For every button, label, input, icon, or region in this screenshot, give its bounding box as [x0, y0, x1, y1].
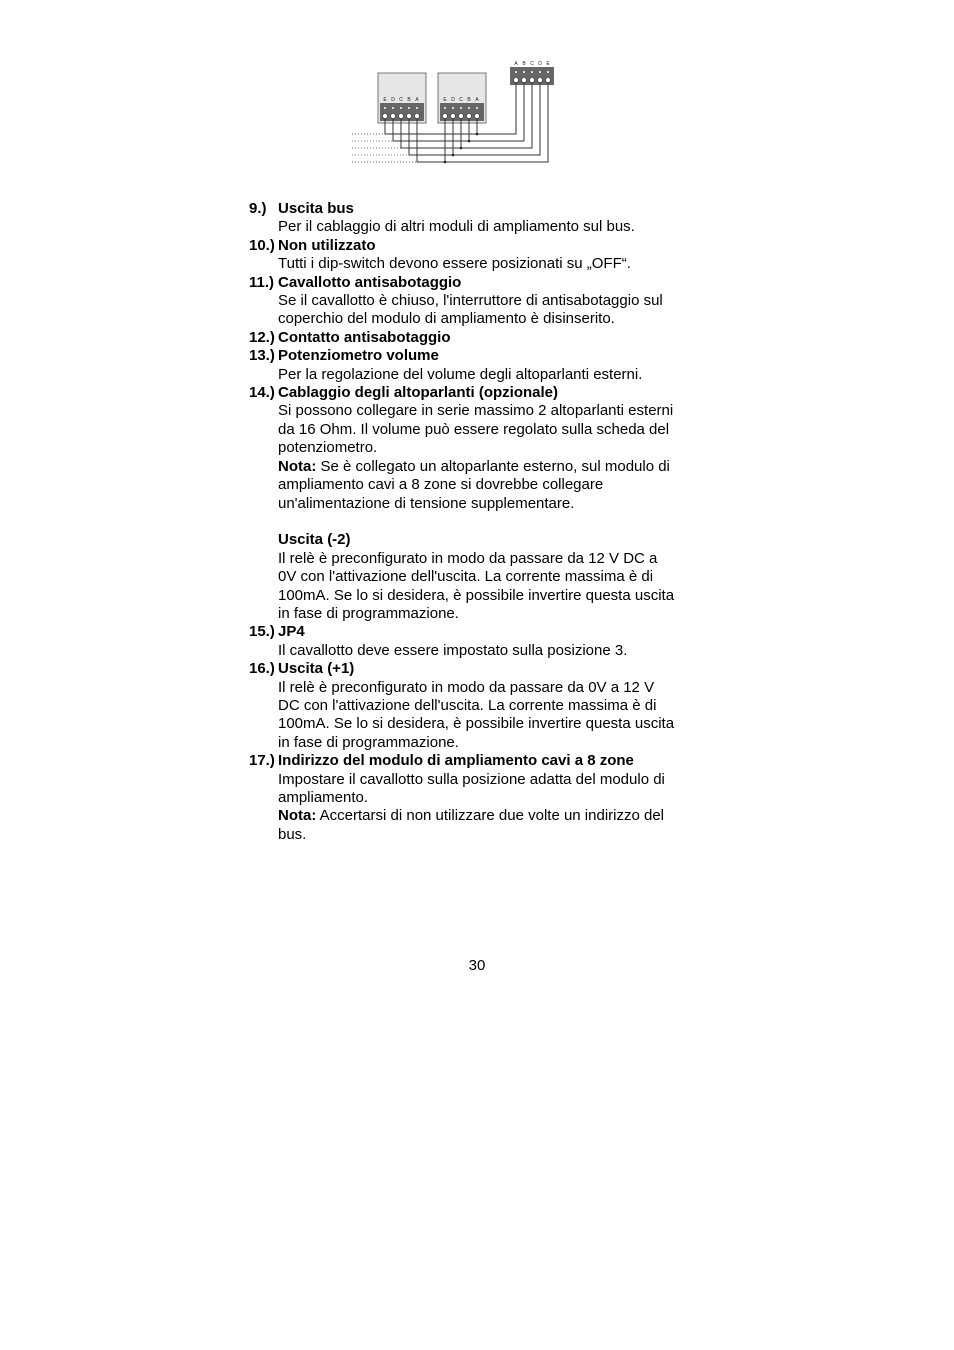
item-title: Uscita (+1): [278, 660, 355, 678]
item-text: 100mA. Se lo si desidera, è possibile invertire questa uscita: [278, 715, 675, 733]
note-text: Accertarsi di non utilizzare due volte un indirizzo del: [316, 807, 665, 825]
module-2-terminal-label: D: [451, 97, 455, 103]
bus-wiring-diagram: [350, 58, 560, 170]
item-number: 10.): [249, 236, 275, 254]
item-text: Si possono collegare in serie massimo 2 altoparlanti esterni: [278, 402, 674, 420]
module-2-terminal-label: E: [443, 97, 447, 103]
module-1-terminal-label: D: [391, 97, 395, 103]
item-text: Il cavallotto deve essere impostato sulla posizione 3.: [278, 641, 628, 659]
item-text: Se il cavallotto è chiuso, l'interruttore di antisabotaggio sul: [278, 292, 663, 310]
subsection-text: in fase di programmazione.: [278, 604, 459, 622]
subsection-text: 0V con l'attivazione dell'uscita. La corrente massima è di: [278, 568, 654, 586]
item-number: 11.): [249, 273, 275, 291]
item-text: in fase di programmazione.: [278, 733, 459, 751]
item-15: [249, 623, 719, 660]
subsection-text: 100mA. Se lo si desidera, è possibile invertire questa uscita: [278, 586, 675, 604]
item-text: Impostare il cavallotto sulla posizione adatta del modulo di: [278, 770, 665, 788]
module-2-terminal-label: B: [467, 97, 471, 103]
bus-terminal-label: C: [530, 61, 534, 67]
note-text: Se è collegato un altoparlante esterno, sul modulo di: [316, 457, 670, 475]
item-number: 9.): [249, 200, 267, 217]
item-16: [249, 660, 719, 752]
bus-terminal-label: A: [514, 61, 518, 67]
item-title: Non utilizzato: [278, 236, 376, 254]
item-14: [249, 384, 719, 623]
note-label: Nota:: [278, 807, 317, 825]
note-line: [278, 458, 719, 476]
item-text: potenziometro.: [278, 439, 378, 457]
item-title: Contatto antisabotaggio: [278, 328, 451, 346]
bus-terminal-label: D: [538, 61, 542, 67]
item-title: Indirizzo del modulo di ampliamento cavi a 8 zone: [278, 752, 634, 770]
item-number: 15.): [249, 623, 275, 641]
item-17: [249, 752, 719, 844]
page-number: 30: [468, 957, 486, 974]
instruction-list: [249, 200, 719, 844]
spacer: [278, 513, 719, 531]
note-text: bus.: [278, 825, 307, 843]
expansion-module-2: [438, 73, 486, 123]
item-text: coperchio del modulo di ampliamento è disinserito.: [278, 310, 615, 328]
item-title: Uscita bus: [278, 200, 354, 217]
item-title: Cavallotto antisabotaggio: [278, 273, 462, 291]
item-number: 17.): [249, 752, 275, 770]
item-title: JP4: [278, 623, 305, 641]
module-1-terminal-label: E: [383, 97, 387, 103]
item-text: DC con l'attivazione dell'uscita. La corrente massima è di: [278, 696, 657, 714]
module-2-terminal-label: C: [459, 97, 463, 103]
item-text: Il relè è preconfigurato in modo da passare da 0V a 12 V: [278, 678, 655, 696]
item-text: Per la regolazione del volume degli altoparlanti esterni.: [278, 365, 643, 383]
bus-terminal-label: E: [546, 61, 550, 67]
item-number: 14.): [249, 384, 275, 402]
item-text: ampliamento.: [278, 788, 369, 806]
bus-connector: [510, 61, 554, 85]
module-1-terminal-label: A: [415, 97, 419, 103]
bus-terminal-label: B: [522, 61, 526, 67]
item-13: [249, 347, 719, 384]
note-text: ampliamento cavi a 8 zone si dovrebbe collegare: [278, 476, 604, 494]
item-9: [249, 200, 719, 237]
item-number: 13.): [249, 347, 275, 365]
note-text: un'alimentazione di tensione supplementare.: [278, 494, 575, 512]
item-12: [249, 329, 719, 347]
note-label: Nota:: [278, 457, 317, 475]
module-1-terminal-label: C: [399, 97, 403, 103]
module-1-terminal-label: B: [407, 97, 411, 103]
item-11: [249, 274, 719, 329]
expansion-module-1: [378, 73, 426, 123]
item-number: 12.): [249, 328, 275, 346]
subsection-text: Il relè è preconfigurato in modo da passare da 12 V DC a: [278, 549, 658, 567]
item-text: Tutti i dip-switch devono essere posizionati su „OFF“.: [278, 255, 631, 273]
item-text: da 16 Ohm. Il volume può essere regolato sulla scheda del: [278, 420, 670, 438]
item-10: [249, 237, 719, 274]
subsection-title: Uscita (-2): [278, 531, 351, 549]
module-2-terminal-label: A: [475, 97, 479, 103]
item-text: Per il cablaggio di altri moduli di ampliamento sul bus.: [278, 218, 635, 236]
item-title: Potenziometro volume: [278, 347, 439, 365]
item-number: 16.): [249, 660, 275, 678]
note-line: [278, 807, 719, 825]
item-title: Cablaggio degli altoparlanti (opzionale): [278, 384, 559, 402]
